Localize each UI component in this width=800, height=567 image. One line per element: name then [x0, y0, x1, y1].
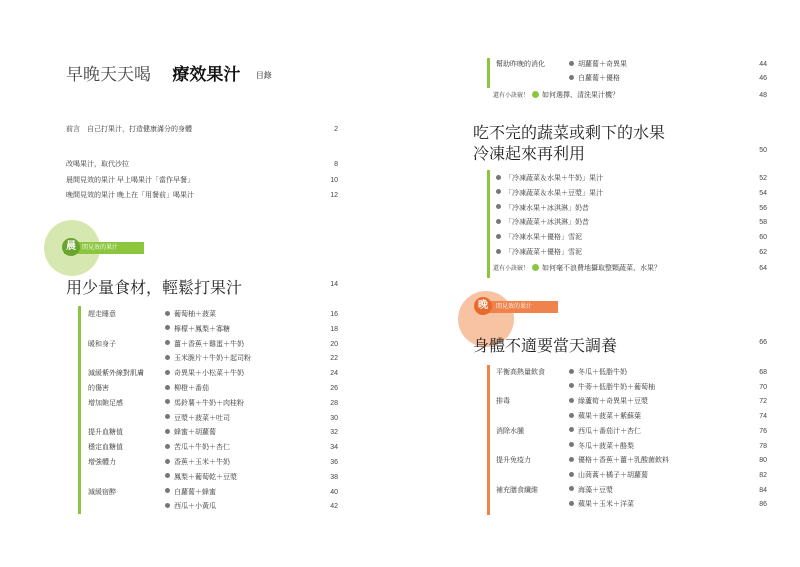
toc-entry[interactable]	[496, 411, 767, 423]
toc-entry[interactable]	[496, 367, 767, 379]
entry-item: 蜂蜜＋胡蘿蔔	[174, 429, 216, 437]
intro-line[interactable]	[66, 175, 338, 187]
page-number: 82	[759, 471, 767, 479]
frozen-page: 50	[759, 147, 767, 154]
tip-text: 如何毫不浪費地攝取整顆蔬菜、水果？	[542, 265, 662, 272]
entry-category: 幫助昨晚的消化	[496, 61, 545, 68]
toc-entry[interactable]	[88, 442, 338, 454]
page-number: 42	[330, 503, 338, 511]
tip-label: 還有小訣竅！	[493, 93, 530, 99]
toc-entry[interactable]	[88, 353, 338, 365]
toc-entry[interactable]	[88, 501, 338, 513]
bullet-icon	[165, 488, 170, 493]
toc-entry[interactable]	[496, 203, 767, 215]
bullet-icon	[569, 383, 574, 388]
bullet-icon	[496, 234, 501, 239]
toc-entry[interactable]	[88, 368, 338, 380]
bullet-icon	[165, 340, 170, 345]
toc-entry[interactable]	[88, 472, 338, 484]
page-number: 34	[330, 444, 338, 452]
page-number: 68	[759, 369, 767, 376]
entry-item: 胡蘿蔔＋奇異果	[578, 61, 627, 68]
entry-item: 白蘿蔔＋蜂蜜	[174, 488, 216, 496]
badge-char: 晨	[66, 241, 76, 252]
entry-category: 提升免疫力	[496, 457, 531, 465]
page-number: 28	[330, 399, 338, 407]
toc-entry[interactable]	[496, 470, 767, 482]
entry-category: 排毒	[496, 398, 510, 406]
page-number: 86	[759, 501, 767, 509]
bullet-icon	[569, 442, 574, 447]
page-number: 84	[759, 486, 767, 494]
toc-entry[interactable]	[88, 413, 338, 425]
badge-label: 間見效的果汁	[496, 304, 533, 310]
bullet-icon	[569, 369, 574, 374]
entry-item: 「冷凍水果＋優格」雪泥	[505, 234, 582, 242]
page-number: 58	[759, 219, 767, 227]
page-number: 26	[330, 385, 338, 392]
section-bar	[78, 306, 81, 514]
intro-line[interactable]	[66, 190, 338, 202]
entry-item: 冬瓜＋低脂牛奶	[578, 369, 627, 376]
toc-entry[interactable]	[496, 247, 767, 259]
page-number: 64	[759, 265, 767, 272]
intro-text: 晚間見效的果汁 晚上在「用餐前」喝果汁	[66, 192, 194, 199]
entry-item: 蘋果＋玉米＋洋菜	[578, 501, 634, 509]
entry-category: 補充膳食纖維	[496, 486, 538, 494]
entry-item: 奇異果＋小松菜＋牛奶	[174, 370, 244, 378]
toc-entry[interactable]	[496, 59, 767, 71]
frozen-title-line-2: 冷凍起來再利用	[473, 144, 586, 163]
badge-label: 間見效的果汁	[82, 245, 119, 251]
section-title: 身體不適要當天調養	[473, 336, 618, 355]
frozen-title	[473, 122, 665, 164]
entry-category: 的傷害	[88, 385, 109, 392]
tip-label: 還有小訣竅！	[493, 266, 530, 272]
bullet-icon	[165, 399, 170, 404]
page-number: 62	[759, 249, 767, 256]
badge-char: 晚	[478, 300, 488, 311]
entry-item: 白蘿蔔＋優格	[578, 75, 620, 82]
toc-entry[interactable]	[88, 309, 338, 321]
frozen-bar	[487, 170, 490, 278]
toc-entry[interactable]	[88, 487, 338, 499]
intro-text: 改喝果汁，取代沙拉	[66, 161, 129, 168]
toc-entry[interactable]	[88, 324, 338, 336]
section-page: 14	[330, 281, 338, 288]
bullet-icon	[569, 398, 574, 403]
right-page	[400, 0, 800, 567]
toc-entry[interactable]	[496, 232, 767, 244]
book-title-bold: 療效果汁	[172, 65, 241, 85]
book-title	[66, 60, 272, 85]
page-number: 12	[330, 192, 338, 199]
bullet-icon	[569, 486, 574, 491]
toc-entry[interactable]	[88, 339, 338, 351]
entry-item: 薑＋香蕉＋雞蛋＋牛奶	[174, 340, 244, 348]
page-number: 30	[330, 414, 338, 422]
entry-item: 西瓜＋小黃瓜	[174, 503, 216, 511]
intro-text: 前言 自己打果汁，打造健康滿分的身體	[66, 126, 192, 133]
page-number: 10	[330, 177, 338, 184]
bullet-icon	[496, 189, 501, 194]
page-number: 46	[759, 75, 767, 82]
entry-category: 提升血糖值	[88, 429, 123, 437]
tip-line[interactable]	[493, 263, 767, 275]
entry-category: 增強體力	[88, 459, 116, 466]
bullet-icon	[569, 427, 574, 432]
intro-line[interactable]	[66, 159, 338, 171]
top-bar	[487, 58, 490, 88]
entry-item: 豆漿＋菠菜＋吐司	[174, 414, 230, 422]
entry-category: 趕走睡意	[88, 311, 116, 318]
entry-item: 西瓜＋番茄汁＋杏仁	[578, 427, 641, 435]
toc-entry[interactable]	[496, 499, 767, 511]
entry-item: 檸檬＋鳳梨＋寡糖	[174, 325, 230, 333]
toc-entry[interactable]	[88, 427, 338, 439]
page-number: 20	[330, 340, 338, 348]
tip-dot-icon	[532, 91, 539, 98]
bullet-icon	[165, 355, 170, 360]
bullet-icon	[165, 311, 170, 316]
entry-item: 牛蒡＋低脂牛奶＋葡萄柚	[578, 383, 655, 391]
entry-category: 減緩紫外線對肌膚	[88, 370, 144, 378]
bullet-icon	[165, 444, 170, 449]
toc-entry[interactable]	[496, 455, 767, 467]
entry-item: 「冷凍蔬菜＋優格」雪泥	[505, 249, 582, 256]
page-number: 18	[330, 325, 338, 333]
bullet-icon	[569, 501, 574, 506]
entry-item: 柳橙＋番茄	[174, 385, 209, 392]
bullet-icon	[165, 385, 170, 390]
page-number: 2	[334, 126, 338, 133]
entry-item: 苦瓜＋牛奶＋杏仁	[174, 444, 230, 452]
page-number: 38	[330, 473, 338, 481]
bullet-icon	[165, 459, 170, 464]
bullet-icon	[569, 472, 574, 477]
section-bar	[487, 365, 490, 515]
entry-item: 冬瓜＋菠菜＋酪梨	[578, 442, 634, 450]
section-page: 66	[759, 339, 767, 346]
toc-entry[interactable]	[496, 73, 767, 85]
page-number: 70	[759, 383, 767, 391]
page-number: 74	[759, 413, 767, 421]
entry-item: 海藻＋豆漿	[578, 486, 613, 494]
page-number: 52	[759, 175, 767, 182]
entry-category: 減緩宿醉	[88, 488, 116, 496]
page-number: 22	[330, 355, 338, 363]
page-number: 72	[759, 398, 767, 406]
page-number: 36	[330, 459, 338, 466]
bullet-icon	[165, 414, 170, 419]
frozen-title-line-1: 吃不完的蔬菜或剩下的水果	[473, 123, 666, 142]
book-title-prefix: 早晚天天喝	[66, 65, 151, 85]
intro-line[interactable]	[66, 124, 338, 136]
entry-item: 「冷凍水果＋冰淇淋」奶昔	[505, 204, 589, 212]
toc-entry[interactable]	[88, 383, 338, 395]
toc-entry[interactable]	[496, 382, 767, 394]
toc-entry[interactable]	[496, 217, 767, 229]
toc-label: 目錄	[255, 71, 272, 80]
entry-item: 「冷凍蔬菜＆水果＋牛奶」果汁	[505, 175, 603, 182]
bullet-icon	[569, 457, 574, 462]
page-number: 8	[334, 161, 338, 168]
entry-item: 葡萄柚＋菠菜	[174, 311, 216, 318]
page-number: 32	[330, 429, 338, 437]
entry-item: 馬鈴薯＋牛奶＋肉桂粉	[174, 399, 244, 407]
page-number: 76	[759, 427, 767, 435]
bullet-icon	[496, 249, 501, 254]
page-number: 44	[759, 61, 767, 68]
bullet-icon	[165, 325, 170, 330]
page-number: 16	[330, 311, 338, 318]
page-number: 54	[759, 189, 767, 197]
entry-item: 玉米脆片＋牛奶＋起司粉	[174, 355, 251, 363]
tip-line[interactable]	[493, 90, 767, 102]
toc-entry[interactable]	[496, 441, 767, 453]
toc-entry[interactable]	[496, 396, 767, 408]
entry-item: 綠蘆筍＋奇異果＋豆漿	[578, 398, 648, 406]
toc-entry[interactable]	[496, 188, 767, 200]
page-number: 40	[330, 488, 338, 496]
page-number: 56	[759, 204, 767, 212]
entry-category: 消除水腫	[496, 427, 524, 435]
tip-dot-icon	[532, 264, 539, 271]
page-number: 80	[759, 457, 767, 465]
entry-item: 「冷凍蔬菜＆水果＋豆漿」果汁	[505, 189, 603, 197]
page-number: 60	[759, 234, 767, 242]
bullet-icon	[496, 219, 501, 224]
toc-entry[interactable]	[88, 398, 338, 410]
entry-item: 蘋果＋菠菜＋紫蘇葉	[578, 413, 641, 421]
entry-item: 山茼蒿＋橘子＋胡蘿蔔	[578, 471, 648, 479]
section-title: 用少量食材，輕鬆打果汁	[66, 278, 243, 297]
bullet-icon	[165, 473, 170, 478]
bullet-icon	[165, 370, 170, 375]
bullet-icon	[569, 413, 574, 418]
page-number: 48	[759, 92, 767, 99]
entry-item: 香蕉＋玉米＋牛奶	[174, 459, 230, 466]
bullet-icon	[496, 175, 501, 180]
toc-entry[interactable]	[496, 485, 767, 497]
page-number: 78	[759, 442, 767, 450]
entry-item: 「冷凍蔬菜＋冰淇淋」奶昔	[505, 219, 589, 227]
entry-category: 平衡高熱量飲食	[496, 369, 545, 376]
bullet-icon	[569, 61, 574, 66]
intro-text: 晨間見效的果汁 早上喝果汁「當作早餐」	[66, 177, 194, 184]
entry-category: 暖和身子	[88, 340, 116, 348]
toc-entry[interactable]	[496, 173, 767, 185]
bullet-icon	[165, 503, 170, 508]
bullet-icon	[569, 75, 574, 80]
entry-item: 鳳梨＋葡萄乾＋豆漿	[174, 473, 237, 481]
entry-item: 優格＋香蕉＋薑＋乳酸菌飲料	[578, 457, 669, 465]
bullet-icon	[496, 204, 501, 209]
entry-category: 增加飽足感	[88, 399, 123, 407]
bullet-icon	[165, 429, 170, 434]
tip-text: 如何選擇、清洗果汁機？	[542, 92, 620, 99]
toc-entry[interactable]	[88, 457, 338, 469]
page-number: 24	[330, 370, 338, 378]
entry-category: 穩定血糖值	[88, 444, 123, 452]
toc-entry[interactable]	[496, 426, 767, 438]
